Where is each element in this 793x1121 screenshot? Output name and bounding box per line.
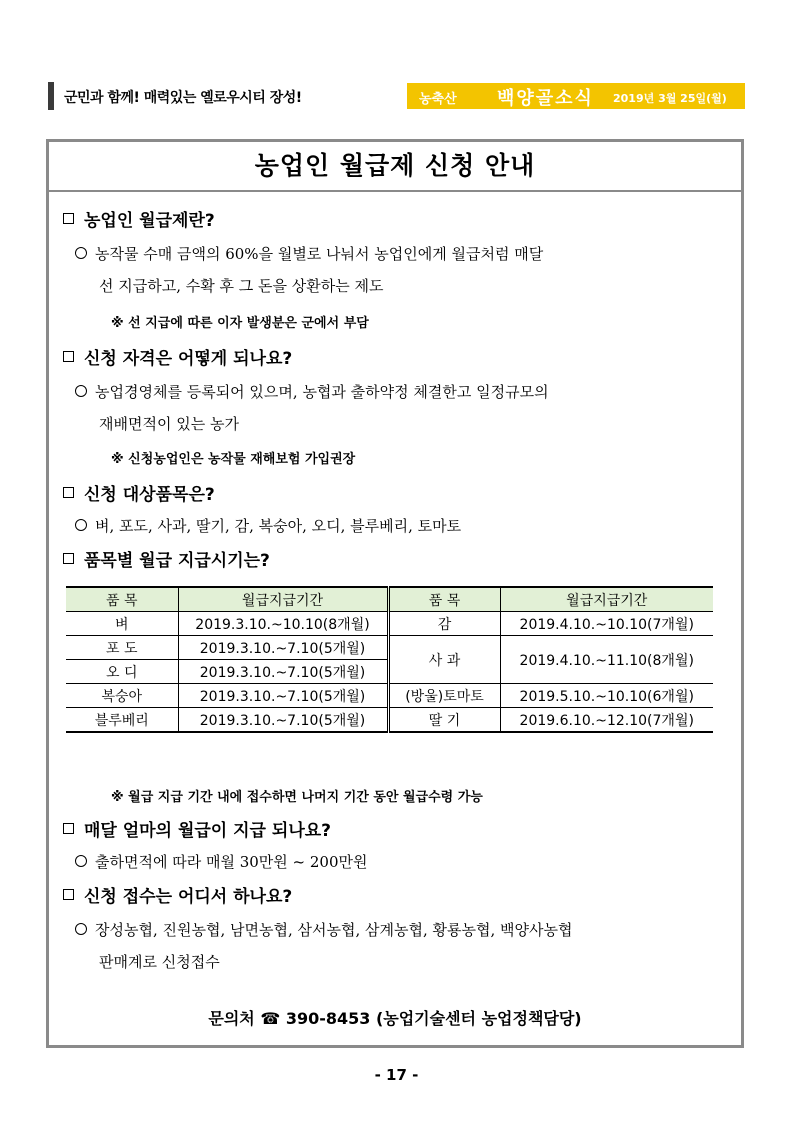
question-heading (63, 882, 292, 907)
payment-period-table (66, 586, 713, 733)
header-banner (407, 83, 745, 109)
table-cell-period: 2019.3.10.~7.10(5개월) (178, 660, 388, 684)
header-slogan: 군민과 함께! 매력있는 옐로우시티 장성! (64, 90, 302, 106)
square-bullet-icon (63, 351, 74, 362)
square-bullet-icon (63, 487, 74, 498)
table-cell-period: 2019.3.10.~7.10(5개월) (178, 636, 388, 660)
table-cell-item: 포 도 (66, 636, 178, 660)
page-number: - 17 - (374, 1066, 419, 1084)
table-cell-period: 2019.4.10.~10.10(7개월) (500, 612, 713, 636)
table-cell-item: 오 디 (66, 660, 178, 684)
answer-block (75, 376, 549, 440)
table-cell-item: 블루베리 (66, 708, 178, 733)
table-cell-period: 2019.6.10.~12.10(7개월) (500, 708, 713, 733)
table-header-cell: 품 목 (66, 587, 178, 612)
table-cell-item: 사 과 (388, 636, 500, 684)
table-cell-item: 벼 (66, 612, 178, 636)
answer-text-continued: 판매계로 신청접수 (99, 953, 220, 971)
square-bullet-icon (63, 553, 74, 564)
square-bullet-icon (63, 213, 74, 224)
table-header-row (66, 587, 713, 612)
table-cell-period: 2019.5.10.~10.10(6개월) (500, 684, 713, 708)
table-note-text: ※ 월급 지급 기간 내에 접수하면 나머지 기간 동안 월급수령 가능 (111, 790, 483, 805)
question-heading (63, 480, 215, 505)
answer-block (75, 238, 543, 302)
header-date: 2019년 3월 25일(월) (613, 92, 727, 105)
question-heading (63, 816, 331, 841)
circle-bullet-icon (75, 923, 87, 935)
question-text: 신청 자격은 어떻게 되나요? (84, 349, 293, 369)
header-category: 농축산 (419, 92, 457, 107)
square-bullet-icon (63, 889, 74, 900)
answer-text: 출하면적에 따라 매월 30만원 ~ 200만원 (95, 853, 368, 871)
table-cell-period: 2019.3.10.~7.10(5개월) (178, 708, 388, 733)
answer-block (75, 510, 461, 542)
table-row (66, 684, 713, 708)
table-cell-item: (방울)토마토 (388, 684, 500, 708)
question-text: 농업인 월급제란? (84, 211, 215, 231)
answer-text-continued: 재배면적이 있는 농가 (99, 415, 239, 433)
header-publication: 백양골소식 (497, 88, 594, 109)
question-heading (63, 206, 215, 231)
table-row (66, 612, 713, 636)
table-cell-item: 복숭아 (66, 684, 178, 708)
note-text: ※ 신청농업인은 농작물 재해보험 가입권장 (111, 452, 356, 467)
contact-info: 문의처 ☎ 390-8453 (농업기술센터 농업정책담당) (208, 1009, 582, 1028)
table-header-cell: 월급지급기간 (178, 587, 388, 612)
note-text: ※ 선 지급에 따른 이자 발생분은 군에서 부담 (111, 316, 369, 331)
answer-text: 벼, 포도, 사과, 딸기, 감, 복숭아, 오디, 블루베리, 토마토 (95, 517, 462, 535)
question-text: 품목별 월급 지급시기는? (84, 551, 270, 571)
title-row (49, 142, 741, 192)
circle-bullet-icon (75, 519, 87, 531)
notice-frame (46, 139, 744, 1048)
circle-bullet-icon (75, 385, 87, 397)
question-heading (63, 344, 292, 369)
answer-text: 농업경영체를 등록되어 있으며, 농협과 출하약정 체결한고 일정규모의 (95, 383, 549, 401)
question-heading (63, 546, 270, 571)
newsletter-header (48, 82, 745, 110)
table-cell-item: 감 (388, 612, 500, 636)
answer-block (75, 846, 368, 878)
question-text: 신청 대상품목은? (84, 485, 215, 505)
table-row (66, 708, 713, 733)
question-text: 신청 접수는 어디서 하나요? (84, 887, 293, 907)
table-cell-period: 2019.3.10.~10.10(8개월) (178, 612, 388, 636)
table-header-cell: 월급지급기간 (500, 587, 713, 612)
table-header-cell: 품 목 (388, 587, 500, 612)
table-row (66, 636, 713, 660)
circle-bullet-icon (75, 855, 87, 867)
answer-text: 농작물 수매 금액의 60%을 월별로 나눠서 농업인에게 월급처럼 매달 (95, 245, 544, 263)
header-accent-bar (48, 82, 54, 110)
table-cell-period: 2019.4.10.~11.10(8개월) (500, 636, 713, 684)
page-title: 농업인 월급제 신청 안내 (254, 151, 536, 180)
circle-bullet-icon (75, 247, 87, 259)
answer-text-continued: 선 지급하고, 수확 후 그 돈을 상환하는 제도 (99, 277, 384, 295)
question-text: 매달 얼마의 월급이 지급 되나요? (84, 821, 332, 841)
answer-text: 장성농협, 진원농협, 남면농협, 삼서농협, 삼계농협, 황룡농협, 백양사농협 (95, 921, 573, 939)
table-cell-item: 딸 기 (388, 708, 500, 733)
square-bullet-icon (63, 823, 74, 834)
answer-block (75, 914, 572, 978)
table-cell-period: 2019.3.10.~7.10(5개월) (178, 684, 388, 708)
